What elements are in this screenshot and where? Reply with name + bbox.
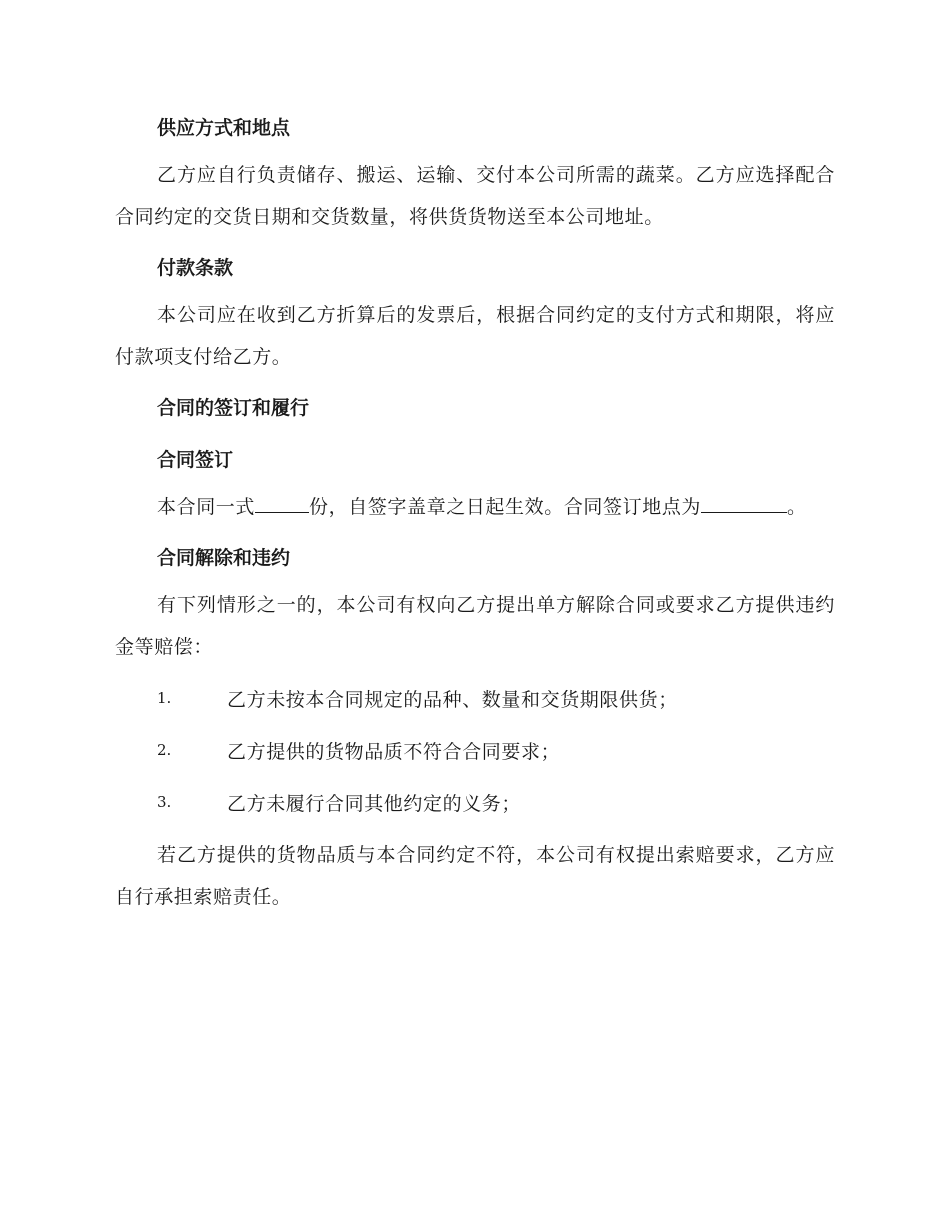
list-item — [115, 782, 835, 822]
signing-text-part2: 份，自签字盖章之日起生效。合同签订地点为 — [309, 496, 702, 518]
section-heading-payment: 付款条款 — [157, 257, 234, 279]
list-item-text: 乙方未履行合同其他约定的义务； — [227, 792, 522, 815]
list-item-text: 乙方提供的货物品质不符合合同要求； — [227, 740, 561, 763]
paragraph-termination-closing: 若乙方提供的货物品质与本合同约定不符，本公司有权提出索赔要求，乙方应自行承担索赔责任。 — [115, 844, 835, 908]
section-heading-supply: 供应方式和地点 — [157, 117, 291, 139]
paragraph-supply: 乙方应自行负责储存、搬运、运输、交付本公司所需的蔬菜。乙方应选择配合合同约定的交货日期和交货数量，将供货货物送至本公司地址。 — [115, 164, 835, 228]
list-item — [115, 678, 835, 718]
termination-list — [115, 678, 835, 822]
copies-blank — [255, 492, 309, 513]
list-item-number: 3. — [157, 793, 172, 811]
section-heading-signing-performance: 合同的签订和履行 — [157, 397, 310, 419]
paragraph-signing — [115, 486, 835, 528]
location-blank — [701, 492, 787, 513]
list-item — [115, 730, 835, 770]
section-heading-signing: 合同签订 — [157, 449, 234, 471]
list-item-number: 1. — [157, 689, 172, 707]
document-body — [115, 108, 835, 918]
section-heading-termination: 合同解除和违约 — [157, 547, 291, 569]
signing-text-part3: 。 — [787, 496, 807, 518]
list-item-number: 2. — [157, 741, 172, 759]
paragraph-termination-intro: 有下列情形之一的，本公司有权向乙方提出单方解除合同或要求乙方提供违约金等赔偿： — [115, 594, 835, 658]
list-item-text: 乙方未按本合同规定的品种、数量和交货期限供货； — [227, 688, 678, 711]
paragraph-payment: 本公司应在收到乙方折算后的发票后，根据合同约定的支付方式和期限，将应付款项支付给乙方。 — [115, 304, 835, 368]
signing-text-part1: 本合同一式 — [157, 496, 256, 518]
